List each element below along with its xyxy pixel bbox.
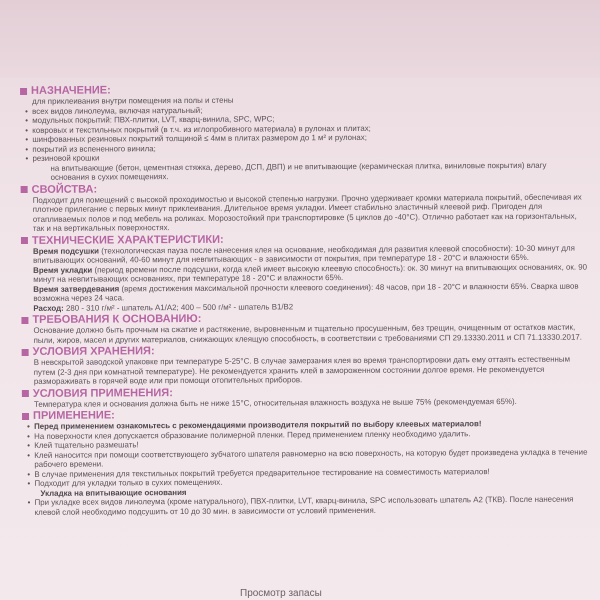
spec-consumption: Расход: 280 - 310 г/м² - шпатель А1/А2; 400 – 500 г/м² - шпатель В1/В2: [33, 301, 294, 313]
section-heading: СВОЙСТВА:: [21, 180, 587, 195]
base-requirements-text: Основание должно быть прочным на сжатие и растяжение, выровненным и тщательно просушенным, без трещин, очищенным от остатков мастик, пыли, жиров, масел и других материалов, снижающих клеящую способность, в соответствии с требованиями СП 29.13330.2011 и СП 71.13330.2017.: [33, 322, 582, 345]
section-specs: [21, 231, 587, 313]
list-item: • Подходит для укладки только в сухих помещениях.: [27, 477, 223, 488]
top-band: [0, 0, 600, 78]
section-heading: УСЛОВИЯ ПРИМЕНЕНИЯ:: [22, 384, 588, 399]
list-item: • Клей наносится при помощи соответствующего зубчатого шпателя равномерно на всю поверхность, на которую будет произведена укладка в течение рабочего времени.: [27, 447, 588, 469]
product-label-text: [20, 81, 589, 517]
spec-cure-time: Время затвердевания (время достижения максимальной прочности клеевого соединения): 48 часов, при 18 - 20°C и влажности 65%. Сварка швов возможна через 24 часа.: [33, 281, 579, 303]
section-application-conditions: [22, 384, 588, 409]
purpose-note: на впитывающие (бетон, цементная стяжка, дерево, ДСП, ДВП) и не впитывающие (керамическая плитка, виниловые покрытия) влагу основания в сухих помещениях.: [50, 160, 547, 182]
square-bullet-icon: [22, 390, 29, 397]
application-subtitle: Укладка на впитывающие основания: [40, 487, 187, 498]
list-item: • шинфованных резиновых покрытий толщиной ≤ 4мм в плитах размером до 1 м² и рулонах;: [25, 132, 367, 144]
list-item: • покрытий из вспененного винила;: [25, 143, 156, 154]
section-heading: ПРИМЕНЕНИЕ:: [22, 407, 588, 422]
footer-text: Просмотр запасы: [240, 588, 322, 599]
square-bullet-icon: [21, 186, 28, 193]
section-heading: УСЛОВИЯ ХРАНЕНИЯ:: [22, 343, 588, 358]
list-item: • Перед применением ознакомьтесь с рекомендациями производителя покрытий по выбору клеевых материалов!: [27, 419, 482, 431]
section-purpose: [20, 82, 587, 183]
list-item: • модульных покрытий: ПВХ-плитки, LVT, кварц-винила, SPC, WPC;: [25, 114, 275, 125]
section-base-requirements: [21, 311, 587, 345]
section-heading: НАЗНАЧЕНИЕ:: [20, 82, 586, 97]
section-heading: ТЕХНИЧЕСКИЕ ХАРАКТЕРИСТИКИ:: [21, 231, 587, 246]
storage-text: В невскрытой заводской упаковке при температуре 5-25°C. В случае замерзания клея во время транспортировки дать ему оттаять естественным путем (2-3 дня при комнатной температуре). Не рекомендуется хранить клей в замороженном состоянии долгое время. Не рекомендуется размораживать в горячей воде или при помощи отопительных приборов.: [33, 354, 571, 386]
list-item: • всех видов линолеума, включая натуральный;: [25, 105, 203, 116]
list-item: • Клей тщательно размешать!: [27, 440, 139, 450]
square-bullet-icon: [22, 412, 29, 419]
square-bullet-icon: [21, 237, 28, 244]
section-heading: ТРЕБОВАНИЯ К ОСНОВАНИЮ:: [21, 311, 587, 326]
square-bullet-icon: [20, 87, 27, 94]
list-item: • При укладке всех видов линолеума (кроме натурального), ПВХ-плитки, LVT, кварц-винила, SPC использовать шпатель А2 (ТКВ). После нанесения клевой слой необходимо подсушить от 10 до 30 мин. в зависимости от условий применения.: [27, 494, 574, 517]
section-application: [22, 407, 589, 517]
square-bullet-icon: [22, 348, 29, 355]
list-item: • На поверхности клея допускается образование полимерной пленки. Перед применением пленку необходимо удалить.: [27, 428, 471, 441]
square-bullet-icon: [21, 316, 28, 323]
spec-dry-time: Время подсушки (технологическая пауза после нанесения клея на основание, необходимая для развития клеевой способности): 10-30 минут для впитывающих оснований, 40-60 минут для невпитывающих - в зависимости от покрытия, при температуре 18 - 20°C и влажности 65%.: [32, 243, 575, 265]
list-item: • резиновой крошки: [25, 153, 100, 163]
section-storage: [22, 343, 588, 387]
properties-text: Подходит для помещений с высокой проходимостью и высокой степенью нагрузки. Прочно удерживает кромки материала покрытий, обеспечивая их плотное прилегание с первых минут приклеивания. Длительное время укладки. Имеет стабильно эластичный клеевой риф. Пригоден для отапливаемых полов и под мебель на роликах. Морозостойкий при транспортировке (5 циклов до -40°C). Отлично работает как на горизонтальных, так и на вертикальных поверхностях.: [32, 192, 582, 233]
application-conditions-text: Температура клея и основания должна быть не ниже 15°C, относительная влажность воздуха не выше 75% (рекомендуемая 65%).: [33, 396, 517, 409]
section-properties: [21, 180, 587, 233]
purpose-intro: для приклеивания внутри помещения на полы и стены: [32, 95, 234, 106]
spec-lay-time: Время укладки (период времени после подсушки, когда клей имеет высокую клеевую способность): ок. 30 минут на впитывающих основаниях, ок. 90 минут на невпитывающих основаниях, при температуре 18 - 20°C и влажности 65%.: [33, 262, 588, 284]
list-item: • ковровых и текстильных покрытий (в т.ч. из иглопробивного материала) в рулонах и плитах;: [25, 123, 371, 135]
list-item: • В случае применения для текстильных покрытий требуется предварительное тестирование на совместимость материалов!: [27, 466, 490, 479]
